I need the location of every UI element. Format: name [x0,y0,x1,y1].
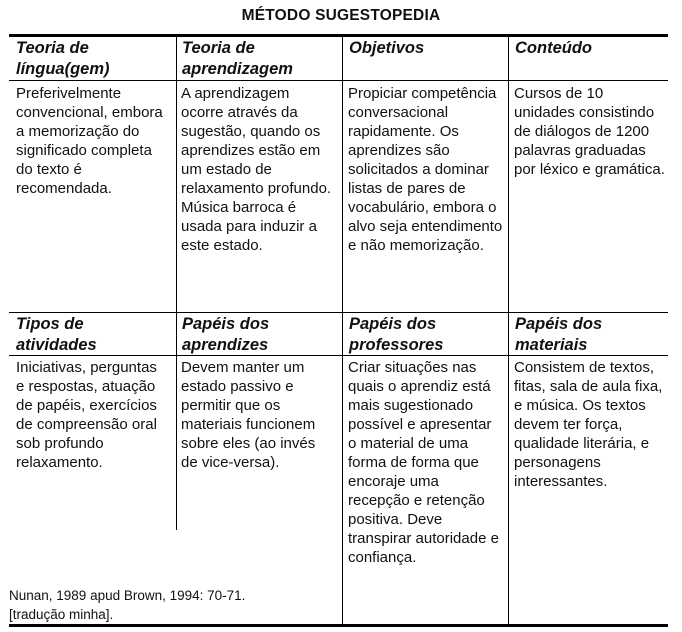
header-objetivos: Objetivos [349,39,425,57]
header-teoria-aprendizagem: Teoria de aprendizagem [182,39,293,78]
header-row1-divider [9,80,668,81]
header-teoria-lingua: Teoria de língua(gem) [16,39,110,78]
column-divider-2-row2 [342,313,343,624]
header-papeis-materiais: Papéis dos materiais [515,315,603,354]
table-bottom-border [9,624,668,627]
cell-papeis-materiais: Consistem de textos, fitas, sala de aula fixa, e música. Os textos devem ter força, qualidade literária, e personagens interessantes. [514,359,663,490]
column-divider-1-row2 [176,313,177,530]
cell-teoria-lingua: Preferivelmente convencional, embora a memorização do significado completa do texto é recomendada. [16,85,163,197]
table-top-border [9,34,668,37]
row1-bottom-divider [9,312,668,313]
column-divider-1 [176,36,177,312]
column-divider-3 [508,36,509,312]
cell-teoria-aprendizagem: A aprendizagem ocorre através da sugestão, quando os aprendizes estão em um estado de relaxamento profundo. Música barroca é usada para induzir a este estado. [181,85,332,254]
column-divider-2 [342,36,343,312]
cell-conteudo: Cursos de 10 unidades consistindo de diálogos de 1200 palavras graduadas por léxico e gramática. [514,85,665,178]
header-conteudo: Conteúdo [515,39,592,57]
cell-tipos-atividades: Iniciativas, perguntas e respostas, atuação de papéis, exercícios de compreensão oral sob profundo relaxamento. [16,359,157,471]
source-citation-line2: [tradução minha]. [9,607,114,622]
page-title: MÉTODO SUGESTOPEDIA [241,7,441,24]
cell-objetivos: Propiciar competência conversacional rapidamente. Os aprendizes são solicitados a dominar listas de pares de vocabulário, embora o alvo seja entendimento e não memorização. [348,85,503,254]
cell-papeis-aprendizes: Devem manter um estado passivo e permitir que os materiais funcionem sobre eles (ao invés de vice-versa). [181,359,316,471]
cell-papeis-professores: Criar situações nas quais o aprendiz está mais sugestionado possível e apresentar o material de uma forma de forma que encoraje uma recepção e retenção positiva. Deve transpirar autoridade e confiança. [348,359,499,566]
source-citation-line1: Nunan, 1989 apud Brown, 1994: 70-71. [9,588,246,603]
header-papeis-aprendizes: Papéis dos aprendizes [182,315,270,354]
column-divider-3-row2 [508,313,509,624]
header-tipos-atividades: Tipos de atividades [16,315,97,354]
header-papeis-professores: Papéis dos professores [349,315,444,354]
